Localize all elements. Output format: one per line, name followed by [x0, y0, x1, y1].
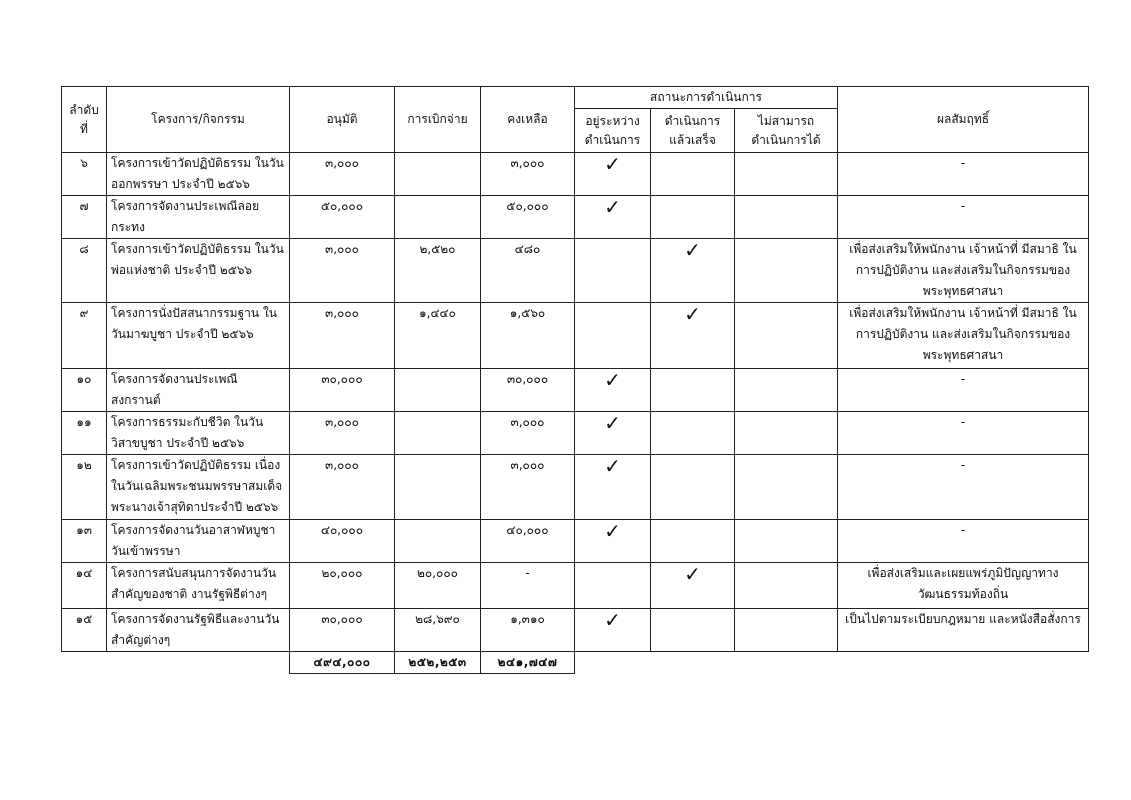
cell-disbursed: ๑,๔๔๐ [395, 303, 481, 369]
table-row [62, 239, 1089, 303]
table-row [62, 455, 1089, 520]
cell-remaining: ๑,๓๑๐ [481, 609, 575, 652]
check-icon: ✓ [575, 153, 651, 196]
table-row [62, 609, 1089, 652]
cell-project: โครงการนั่งปัสสนากรรมฐาน ในวันมาฆบูชา ประจำปี ๒๕๖๖ [107, 303, 290, 369]
cell-disbursed: ๒๘,๖๙๐ [395, 609, 481, 652]
table-row [62, 563, 1089, 609]
cell-unable [735, 239, 838, 303]
header-status-group: สถานะการดำเนินการ [575, 87, 838, 109]
cell-completed [651, 609, 735, 652]
header-result: ผลสัมฤทธิ์ [838, 87, 1089, 153]
header-no: ลำดับ ที่ [62, 87, 107, 153]
cell-disbursed: ๒๐,๐๐๐ [395, 563, 481, 609]
cell-disbursed: ๒,๕๒๐ [395, 239, 481, 303]
cell-approved: ๓๐,๐๐๐ [290, 609, 395, 652]
cell-no: ๙ [62, 303, 107, 369]
header-approved: อนุมัติ [290, 87, 395, 153]
cell-approved: ๓๐,๐๐๐ [290, 369, 395, 412]
cell-approved: ๓,๐๐๐ [290, 153, 395, 196]
table-row [62, 369, 1089, 412]
cell-remaining: ๕๐,๐๐๐ [481, 196, 575, 239]
cell-project: โครงการเข้าวัดปฏิบัติธรรม เนื่องในวันเฉลิมพระชนมพรรษาสมเด็จพระนางเจ้าสุทิดาประจำปี ๒๕๖๖ [107, 455, 290, 520]
cell-approved: ๓,๐๐๐ [290, 455, 395, 520]
cell-disbursed [395, 369, 481, 412]
cell-completed [651, 153, 735, 196]
cell-approved: ๓,๐๐๐ [290, 303, 395, 369]
check-icon: ✓ [575, 609, 651, 652]
table-row [62, 520, 1089, 563]
cell-result: - [838, 369, 1089, 412]
cell-disbursed [395, 196, 481, 239]
cell-result: เพื่อส่งเสริมและเผยแพร่ภูมิปัญญาทางวัฒนธรรมท้องถิ่น [838, 563, 1089, 609]
cell-remaining: ๓,๐๐๐ [481, 455, 575, 520]
check-icon: ✓ [651, 239, 735, 303]
cell-remaining: ๓,๐๐๐ [481, 153, 575, 196]
cell-remaining: ๓,๐๐๐ [481, 412, 575, 455]
cell-disbursed [395, 153, 481, 196]
cell-result: - [838, 196, 1089, 239]
cell-project: โครงการธรรมะกับชีวิต ในวันวิสาขบูชา ประจำปี ๒๕๖๖ [107, 412, 290, 455]
cell-remaining: ๔๘๐ [481, 239, 575, 303]
cell-project: โครงการจัดงานวันอาสาฬหบูชา วันเข้าพรรษา [107, 520, 290, 563]
cell-in-progress [575, 239, 651, 303]
cell-result: - [838, 412, 1089, 455]
cell-no: ๘ [62, 239, 107, 303]
cell-no: ๑๕ [62, 609, 107, 652]
check-icon: ✓ [575, 455, 651, 520]
cell-no: ๑๔ [62, 563, 107, 609]
cell-no: ๑๓ [62, 520, 107, 563]
cell-completed [651, 412, 735, 455]
cell-result: - [838, 520, 1089, 563]
cell-remaining: - [481, 563, 575, 609]
cell-completed [651, 196, 735, 239]
cell-unable [735, 303, 838, 369]
budget-status-table [61, 86, 1089, 674]
cell-in-progress [575, 563, 651, 609]
total-approved: ๔๙๔,๐๐๐ [290, 652, 395, 674]
cell-no: ๑๒ [62, 455, 107, 520]
cell-approved: ๕๐,๐๐๐ [290, 196, 395, 239]
header-project: โครงการ/กิจกรรม [107, 87, 290, 153]
cell-result: เป็นไปตามระเบียบกฎหมาย และหนังสือสั่งการ [838, 609, 1089, 652]
cell-no: ๑๑ [62, 412, 107, 455]
cell-no: ๖ [62, 153, 107, 196]
header-remaining: คงเหลือ [481, 87, 575, 153]
cell-completed [651, 455, 735, 520]
total-remaining: ๒๔๑,๗๔๗ [481, 652, 575, 674]
cell-result: - [838, 455, 1089, 520]
cell-result: - [838, 153, 1089, 196]
cell-approved: ๒๐,๐๐๐ [290, 563, 395, 609]
cell-project: โครงการจัดงานประเพณีลอยกระทง [107, 196, 290, 239]
cell-project: โครงการเข้าวัดปฏิบัติธรรม ในวันออกพรรษา ประจำปี ๒๕๖๖ [107, 153, 290, 196]
totals-row [62, 652, 1089, 674]
check-icon: ✓ [575, 369, 651, 412]
header-status-completed: ดำเนินการ แล้วเสร็จ [651, 109, 735, 153]
cell-completed [651, 520, 735, 563]
cell-approved: ๓,๐๐๐ [290, 239, 395, 303]
check-icon: ✓ [651, 563, 735, 609]
cell-result: เพื่อส่งเสริมให้พนักงาน เจ้าหน้าที่ มีสมาธิ ในการปฏิบัติงาน และส่งเสริมในกิจกรรมของพระพุทธศาสนา [838, 303, 1089, 369]
cell-remaining: ๓๐,๐๐๐ [481, 369, 575, 412]
cell-result: เพื่อส่งเสริมให้พนักงาน เจ้าหน้าที่ มีสมาธิ ในการปฏิบัติงาน และส่งเสริมในกิจกรรมของพระพุทธศาสนา [838, 239, 1089, 303]
check-icon: ✓ [575, 412, 651, 455]
total-disbursed: ๒๕๒,๒๕๓ [395, 652, 481, 674]
cell-unable [735, 369, 838, 412]
cell-project: โครงการสนับสนุนการจัดงานวันสำคัญของชาติ งานรัฐพิธีต่างๆ [107, 563, 290, 609]
cell-disbursed [395, 412, 481, 455]
check-icon: ✓ [575, 196, 651, 239]
cell-project: โครงการจัดงานรัฐพิธีและงานวันสำคัญต่างๆ [107, 609, 290, 652]
cell-disbursed [395, 455, 481, 520]
cell-approved: ๔๐,๐๐๐ [290, 520, 395, 563]
cell-no: ๗ [62, 196, 107, 239]
cell-in-progress [575, 303, 651, 369]
cell-unable [735, 196, 838, 239]
cell-remaining: ๔๐,๐๐๐ [481, 520, 575, 563]
check-icon: ✓ [651, 303, 735, 369]
cell-approved: ๓,๐๐๐ [290, 412, 395, 455]
table-row [62, 153, 1089, 196]
cell-remaining: ๑,๕๖๐ [481, 303, 575, 369]
cell-project: โครงการเข้าวัดปฏิบัติธรรม ในวันพ่อแห่งชาติ ประจำปี ๒๕๖๖ [107, 239, 290, 303]
table-row [62, 303, 1089, 369]
check-icon: ✓ [575, 520, 651, 563]
cell-unable [735, 412, 838, 455]
cell-unable [735, 455, 838, 520]
cell-unable [735, 520, 838, 563]
cell-unable [735, 563, 838, 609]
header-disbursed: การเบิกจ่าย [395, 87, 481, 153]
header-status-unable: ไม่สามารถ ดำเนินการได้ [735, 109, 838, 153]
header-status-in-progress: อยู่ระหว่าง ดำเนินการ [575, 109, 651, 153]
cell-disbursed [395, 520, 481, 563]
cell-project: โครงการจัดงานประเพณีสงกรานต์ [107, 369, 290, 412]
table-row [62, 196, 1089, 239]
cell-unable [735, 609, 838, 652]
cell-unable [735, 153, 838, 196]
table-row [62, 412, 1089, 455]
cell-completed [651, 369, 735, 412]
cell-no: ๑๐ [62, 369, 107, 412]
